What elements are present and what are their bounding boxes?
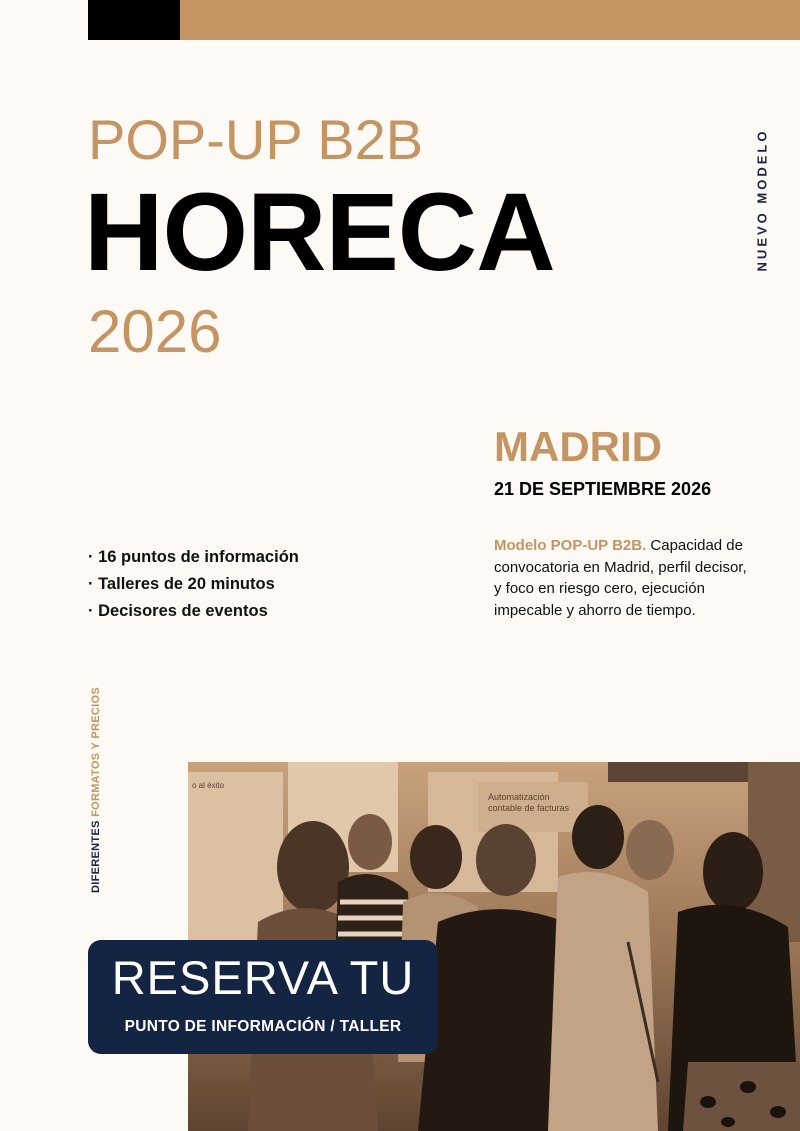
photo-panel-text: o al éxito (192, 781, 225, 790)
feature-item: · Talleres de 20 minutos (88, 575, 275, 593)
event-description (494, 535, 754, 621)
main-title: HORECA (84, 171, 555, 294)
top-bar-accent (180, 0, 800, 40)
description-text: Capacidad de convocatoria en Madrid, perfil decisor, y foco en riesgo cero, ejecución impecable y ahorro de tiempo. (494, 537, 747, 619)
photo-banner-text-1: Automatización (488, 792, 550, 802)
event-city: MADRID (494, 423, 662, 470)
side-label-nuevo-modelo: NUEVO MODELO (754, 128, 770, 272)
event-date: 21 DE SEPTIEMBRE 2026 (494, 479, 712, 499)
eyebrow-title: POP-UP B2B (88, 108, 424, 171)
top-bar-black (88, 0, 180, 40)
feature-item: · 16 puntos de información (88, 548, 299, 566)
feature-list (88, 544, 299, 625)
description-highlight: Modelo POP-UP B2B. (494, 537, 647, 554)
cta-main-label: RESERVA TU (111, 951, 415, 1004)
feature-item: · Decisores de eventos (88, 602, 268, 620)
reserve-cta-button[interactable] (88, 940, 438, 1054)
side-tagline (90, 687, 102, 893)
side-tagline-part1: DIFERENTES (90, 820, 102, 893)
cta-sub-label: PUNTO DE INFORMACIÓN / TALLER (124, 1018, 402, 1035)
photo-banner-text-2: contable de facturas (488, 803, 570, 813)
side-tagline-part2: FORMATOS Y PRECIOS (90, 687, 102, 821)
year-title: 2026 (88, 298, 222, 365)
